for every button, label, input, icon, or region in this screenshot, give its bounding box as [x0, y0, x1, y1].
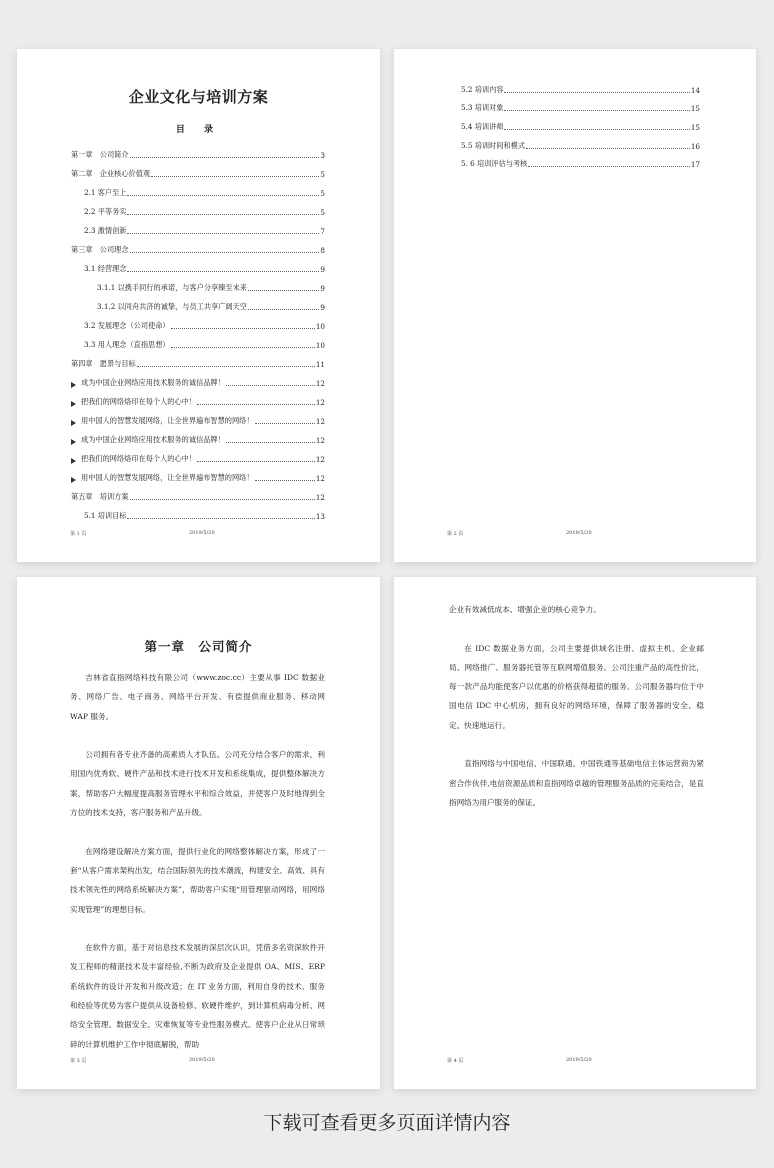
toc-leader-dots [130, 157, 320, 158]
toc-entry-page: 10 [315, 341, 325, 350]
toc-entry-label: 把我们的网络烙印在每个人的心中！ [81, 397, 197, 406]
toc-entry[interactable] [71, 274, 325, 293]
toc-entry[interactable] [461, 113, 700, 132]
toc-entry[interactable] [71, 312, 325, 331]
toc-entry[interactable] [71, 483, 325, 502]
toc-entry-page: 10 [315, 322, 325, 331]
toc-leader-dots [130, 499, 315, 500]
toc-entry[interactable] [71, 331, 325, 350]
paragraph: 企业有效减低成本、增强企业的核心竞争力。 [449, 605, 601, 614]
toc-entry-label: 第二章 企业核心价值观 [71, 169, 151, 178]
toc-leader-dots [127, 518, 314, 519]
bullet-arrow-icon [71, 439, 76, 445]
toc-entry[interactable] [71, 388, 325, 407]
footer-page-number: 第 1 页 [70, 531, 87, 537]
toc-entry[interactable] [71, 502, 325, 521]
toc-entry-page: 5 [320, 170, 325, 179]
toc-entry-label: 第五章 培训方案 [71, 492, 129, 501]
toc-entry-label: 5.1 培训目标 [84, 511, 127, 520]
toc-entry-page: 17 [690, 160, 700, 170]
table-of-contents-continued [461, 76, 700, 169]
paragraph: 吉林省直指网络科技有限公司（www.zoc.cc）主要从事 IDC 数据业务、网络广告、电子商务、网络平台开发、有偿提供商业服务、移动网 WAP 服务。 [70, 673, 325, 721]
toc-entry-page: 12 [315, 436, 325, 445]
toc-entry[interactable] [71, 426, 325, 445]
toc-leader-dots [171, 328, 315, 329]
paragraph: 在网络建设解决方案方面，提供行业化的网络整体解决方案，形成了一套“从客户需求架构出发，结合国际领先的技术潮流，构建安全、高效、具有技术领先性的网络系统解决方案”，帮助客户实现“用管理驱动网络，用网络实现管理”的理想目标。 [70, 846, 325, 914]
body-text [70, 668, 325, 1073]
toc-entry-page: 15 [690, 123, 700, 133]
toc-entry-page: 9 [320, 265, 325, 274]
toc-entry-page: 7 [320, 227, 325, 236]
document-page-1 [17, 49, 380, 562]
footer-page-number: 第 3 页 [70, 1058, 87, 1064]
toc-entry-page: 9 [320, 303, 325, 312]
toc-leader-dots [137, 366, 315, 367]
toc-entry[interactable] [71, 236, 325, 255]
toc-entry-label: 3.1 经营理念 [84, 264, 127, 273]
toc-leader-dots [526, 148, 690, 149]
toc-entry-label: 第三章 公司理念 [71, 245, 129, 254]
toc-entry[interactable] [71, 255, 325, 274]
toc-entry-label: 成为中国企业网络应用技术服务的诚信品牌！ [81, 378, 225, 387]
toc-entry-label: 2.2 平等务实 [84, 207, 127, 216]
toc-entry-label: 成为中国企业网络应用技术服务的诚信品牌！ [81, 435, 225, 444]
toc-entry[interactable] [71, 350, 325, 369]
toc-leader-dots [504, 110, 689, 111]
toc-entry[interactable] [461, 151, 700, 170]
toc-leader-dots [226, 442, 315, 443]
footer-page-number: 第 2 页 [447, 531, 464, 537]
toc-leader-dots [171, 347, 315, 348]
toc-entry-label: 用中国人的智慧发展网络，让全世界遍布智慧的网络！ [81, 473, 254, 482]
toc-entry-page: 8 [320, 246, 325, 255]
paragraph: 在 IDC 数据业务方面，公司主要提供域名注册、虚拟主机、企业邮局、网络推广、服务器托管等互联网增值服务。公司注重产品的高性价比，每一款产品均能使客户以优惠的价格获得超值的服务。公司服务器均位于中国电信 IDC 中心机房，拥有良好的网络环境，保障了服务器的安全、稳定、快速地运行。 [449, 643, 704, 730]
footer-date: 2019/5/20 [189, 1057, 215, 1063]
toc-entry[interactable] [71, 464, 325, 483]
toc-leader-dots [127, 195, 319, 196]
toc-entry-label: 3.3 用人理念（直指思想） [84, 340, 170, 349]
toc-entry-page: 5 [320, 189, 325, 198]
toc-entry[interactable] [461, 76, 700, 95]
toc-entry[interactable] [71, 217, 325, 236]
toc-entry-label: 2.1 客户至上 [84, 188, 127, 197]
bullet-arrow-icon [71, 458, 76, 464]
chapter-title: 第一章 公司简介 [144, 639, 253, 654]
toc-entry-page: 5 [320, 208, 325, 217]
toc-entry-label: 5.3 培训对象 [461, 103, 504, 113]
document-page-4 [394, 577, 756, 1089]
footer-date: 2019/5/20 [566, 530, 592, 536]
toc-leader-dots [127, 271, 319, 272]
toc-leader-dots [130, 252, 320, 253]
toc-entry[interactable] [71, 293, 325, 312]
toc-leader-dots [151, 176, 319, 177]
toc-leader-dots [127, 233, 319, 234]
toc-leader-dots [255, 423, 315, 424]
toc-entry-page: 14 [690, 85, 700, 95]
toc-entry[interactable] [71, 445, 325, 464]
toc-entry-label: 第四章 愿景与目标 [71, 359, 136, 368]
paragraph: 公司拥有各专业齐备的高素质人才队伍。公司充分结合客户的需求，利用国内优秀软、硬件产品和技术进行技术开发和系统集成，提供整体解决方案，帮助客户大幅度提高服务管理水平和综合效益，并使客户及时地得到全方位的技术支持，客户服务和产品升级。 [70, 750, 325, 818]
toc-leader-dots [197, 404, 315, 405]
toc-entry[interactable] [71, 198, 325, 217]
toc-entry[interactable] [71, 407, 325, 426]
toc-leader-dots [504, 92, 689, 93]
toc-entry-label: 用中国人的智慧发展网络，让全世界遍布智慧的网络！ [81, 416, 254, 425]
footer-date: 2019/5/20 [189, 530, 215, 536]
toc-entry-page: 3 [320, 151, 325, 160]
footer-date: 2019/5/20 [566, 1057, 592, 1063]
paragraph: 在软件方面，基于对信息技术发展的深层次认识，凭借多名资深软件开发工程师的精湛技术及丰富经验,不断为政府及企业提供 OA、MIS、ERP 系统软件的设计开发和升级改造；在 IT 业务方面，利用自身的技术、服务和经验等优势为客户提供从设备检修、软硬件维护，到计算机病毒分析、网络安全管理、数据安全、灾难恢复等专业性服务模式。使客户企业从日常琐碎的计算机维护工作中彻底解脱，帮助 [70, 943, 325, 1049]
toc-entry[interactable] [71, 160, 325, 179]
toc-entry[interactable] [461, 95, 700, 114]
toc-entry-page: 15 [690, 104, 700, 114]
document-title: 企业文化与培训方案 [128, 88, 269, 106]
toc-entry-label: 5.4 培训讲师 [461, 122, 504, 132]
toc-entry-label: 5. 6 培训评估与考核 [461, 159, 528, 169]
toc-leader-dots [248, 309, 319, 310]
toc-leader-dots [248, 290, 319, 291]
toc-entry-label: 3.1.1 以携手同行的承诺，与客户分享臻至未来 [97, 283, 247, 292]
toc-entry-label: 把我们的网络烙印在每个人的心中！ [81, 454, 197, 463]
toc-entry-page: 12 [315, 455, 325, 464]
toc-entry[interactable] [71, 179, 325, 198]
toc-entry[interactable] [461, 132, 700, 151]
footer-page-number: 第 4 页 [447, 1058, 464, 1064]
toc-entry[interactable] [71, 369, 325, 388]
toc-entry-page: 12 [315, 474, 325, 483]
toc-heading: 目 录 [175, 125, 222, 135]
toc-entry-page: 16 [690, 141, 700, 151]
toc-entry[interactable] [71, 141, 325, 160]
body-text [449, 600, 704, 832]
toc-leader-dots [255, 480, 315, 481]
toc-leader-dots [528, 166, 690, 167]
toc-entry-page: 12 [315, 379, 325, 388]
toc-leader-dots [504, 129, 689, 130]
table-of-contents [71, 141, 325, 521]
toc-leader-dots [226, 385, 315, 386]
toc-entry-page: 11 [315, 360, 325, 369]
toc-entry-label: 3.1.2 以同舟共济的诚挚，与员工共享广阔天空 [97, 302, 247, 311]
bullet-arrow-icon [71, 382, 76, 388]
toc-entry-label: 5.5 培训时间和模式 [461, 140, 526, 150]
toc-entry-label: 第一章 公司简介 [71, 150, 129, 159]
bullet-arrow-icon [71, 477, 76, 483]
toc-entry-label: 3.2 发展理念（公司使命） [84, 321, 170, 330]
toc-entry-page: 12 [315, 398, 325, 407]
toc-entry-page: 12 [315, 417, 325, 426]
bullet-arrow-icon [71, 420, 76, 426]
bullet-arrow-icon [71, 401, 76, 407]
paragraph: 直指网络与中国电信、中国联通、中国铁通等基础电信主体运营商为紧密合作伙伴,电信资源品质和直指网络卓越的管理服务品质的完美结合，是直指网络为用户服务的保证。 [449, 759, 704, 807]
toc-entry-page: 13 [315, 512, 325, 521]
document-page-3 [17, 577, 380, 1089]
toc-entry-page: 9 [320, 284, 325, 293]
toc-entry-label: 5.2 培训内容 [461, 84, 504, 94]
document-page-2 [394, 49, 756, 562]
toc-entry-page: 12 [315, 493, 325, 502]
toc-leader-dots [127, 214, 319, 215]
toc-leader-dots [197, 461, 315, 462]
download-caption: 下载可查看更多页面详情内容 [263, 1112, 511, 1134]
toc-entry-label: 2.3 激情创新 [84, 226, 127, 235]
